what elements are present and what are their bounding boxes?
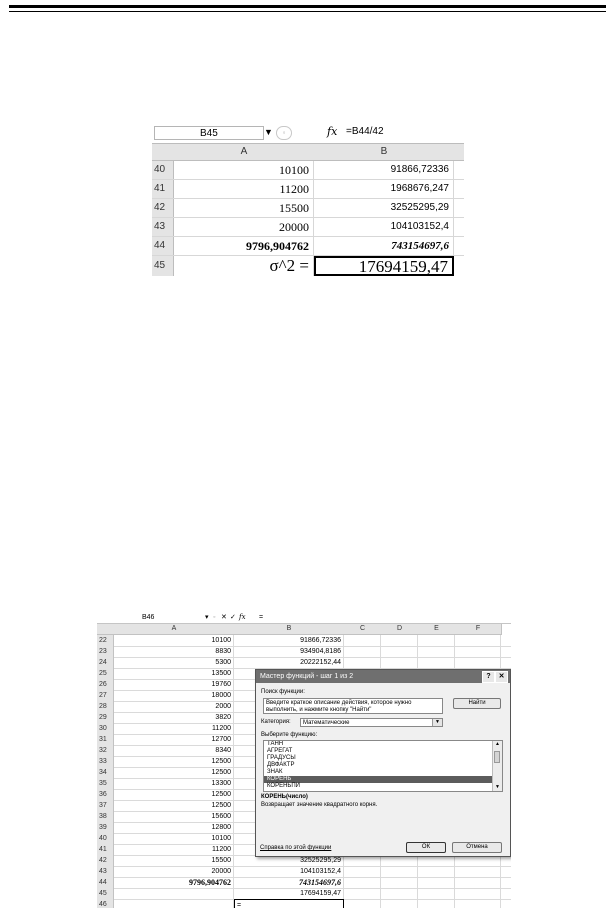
- cell[interactable]: [455, 646, 501, 657]
- row-header[interactable]: 45: [152, 256, 174, 276]
- cell[interactable]: 12500: [114, 756, 234, 767]
- formula-cancel-icon[interactable]: ◦: [276, 126, 292, 140]
- cell[interactable]: [114, 888, 234, 899]
- list-item[interactable]: ГРАДУСЫ: [267, 755, 296, 761]
- cell[interactable]: [381, 657, 418, 668]
- ok-button[interactable]: ОК: [406, 842, 446, 853]
- confirm-entry-icon[interactable]: ✓: [230, 614, 236, 621]
- cell[interactable]: [455, 635, 501, 646]
- cell[interactable]: 91866,72336: [314, 161, 454, 179]
- row-header[interactable]: 32: [97, 745, 114, 756]
- column-header-e[interactable]: E: [418, 624, 456, 635]
- cell[interactable]: [418, 657, 455, 668]
- row-header[interactable]: 46: [97, 899, 114, 908]
- list-item[interactable]: ТАНН: [267, 741, 284, 747]
- category-value: Математические: [303, 720, 350, 726]
- cell[interactable]: 11200: [174, 180, 314, 198]
- row-header[interactable]: 38: [97, 811, 114, 822]
- cancel-entry-icon[interactable]: ✕: [221, 614, 227, 621]
- row-header[interactable]: 37: [97, 800, 114, 811]
- table-row: [152, 199, 464, 218]
- row-header[interactable]: 31: [97, 734, 114, 745]
- cell[interactable]: 91866,72336: [234, 635, 344, 646]
- cell[interactable]: 12700: [114, 734, 234, 745]
- cell[interactable]: 9796,904762: [114, 877, 234, 888]
- cell[interactable]: [114, 899, 234, 908]
- cell[interactable]: 10100: [114, 635, 234, 646]
- column-header-d[interactable]: D: [381, 624, 419, 635]
- chevron-down-icon[interactable]: ▼: [432, 719, 442, 726]
- cell[interactable]: [418, 646, 455, 657]
- column-header-next[interactable]: [454, 144, 464, 161]
- table-row: [152, 161, 464, 180]
- function-description: Возвращает значение квадратного корня.: [261, 802, 378, 808]
- cell[interactable]: 8830: [114, 646, 234, 657]
- scroll-down-icon[interactable]: ▼: [495, 784, 500, 790]
- row-header[interactable]: 41: [97, 844, 114, 855]
- dialog-title: Мастер функций - шаг 1 из 2: [256, 670, 510, 683]
- function-signature: КОРЕНЬ(число): [261, 794, 308, 800]
- cell[interactable]: 20222152,44: [234, 657, 344, 668]
- column-header-a[interactable]: A: [174, 144, 315, 161]
- row-header[interactable]: 44: [97, 877, 114, 888]
- cell[interactable]: 10100: [174, 161, 314, 179]
- function-wizard-dialog: [255, 669, 511, 857]
- insert-function-icon[interactable]: fx: [239, 613, 246, 621]
- row-header[interactable]: 33: [97, 756, 114, 767]
- cell[interactable]: [381, 877, 418, 888]
- row-header[interactable]: 29: [97, 712, 114, 723]
- list-item[interactable]: АГРЕГАТ: [267, 748, 293, 754]
- cell[interactable]: 13500: [114, 668, 234, 679]
- row-header[interactable]: 45: [97, 888, 114, 899]
- cell[interactable]: [344, 866, 381, 877]
- row-header[interactable]: 42: [97, 855, 114, 866]
- column-header-b[interactable]: B: [314, 144, 455, 161]
- active-cell[interactable]: 17694159,47: [314, 256, 454, 276]
- row-header[interactable]: 25: [97, 668, 114, 679]
- cell[interactable]: 11200: [114, 723, 234, 734]
- page-header-rule: [9, 5, 606, 8]
- cell[interactable]: [455, 866, 501, 877]
- cell[interactable]: 13300: [114, 778, 234, 789]
- page-header-rule-thin: [9, 11, 606, 12]
- select-function-label: Выберите функцию:: [261, 732, 318, 738]
- row-header[interactable]: 28: [97, 701, 114, 712]
- scroll-up-icon[interactable]: ▲: [495, 741, 500, 747]
- cell[interactable]: [381, 888, 418, 899]
- cell[interactable]: 11200: [114, 844, 234, 855]
- cell[interactable]: 15500: [114, 855, 234, 866]
- column-header-c[interactable]: C: [344, 624, 382, 635]
- select-all-corner[interactable]: [152, 144, 175, 161]
- row-header[interactable]: 36: [97, 789, 114, 800]
- search-label: Поиск функции:: [261, 689, 305, 695]
- row-header[interactable]: 42: [152, 199, 174, 217]
- row-header[interactable]: 35: [97, 778, 114, 789]
- cell[interactable]: [344, 657, 381, 668]
- row-header[interactable]: 43: [152, 218, 174, 236]
- cell[interactable]: 1968676,247: [314, 180, 454, 198]
- cell[interactable]: [381, 899, 418, 908]
- row-header[interactable]: 44: [152, 237, 174, 255]
- cell[interactable]: 15500: [174, 199, 314, 217]
- insert-function-icon[interactable]: fx: [327, 125, 338, 138]
- list-item[interactable]: ЗНАК: [267, 769, 283, 775]
- cell[interactable]: 5300: [114, 657, 234, 668]
- cell[interactable]: 32525295,29: [234, 855, 344, 866]
- cell[interactable]: 104103152,4: [234, 866, 344, 877]
- cell[interactable]: 3820: [114, 712, 234, 723]
- spreadsheet-excerpt-2: [97, 612, 511, 908]
- table-row: [152, 218, 464, 237]
- select-all-corner[interactable]: [97, 624, 115, 635]
- active-cell[interactable]: =: [234, 899, 344, 908]
- table-row: [152, 237, 464, 256]
- cell[interactable]: 15600: [114, 811, 234, 822]
- cell[interactable]: 2000: [114, 701, 234, 712]
- cell[interactable]: [455, 877, 501, 888]
- cell[interactable]: [455, 899, 501, 908]
- cell[interactable]: 10100: [114, 833, 234, 844]
- cell[interactable]: [344, 646, 381, 657]
- cell[interactable]: 104103152,4: [314, 218, 454, 236]
- row-header[interactable]: 40: [152, 161, 174, 179]
- row-header[interactable]: 23: [97, 646, 114, 657]
- cancel-button[interactable]: Отмена: [452, 842, 502, 853]
- table-row: [152, 180, 464, 199]
- formula-input[interactable]: =B44/42: [346, 126, 384, 137]
- row-header[interactable]: 43: [97, 866, 114, 877]
- table-row: [152, 256, 464, 276]
- cell[interactable]: [344, 888, 381, 899]
- table-row: [97, 899, 511, 908]
- close-icon[interactable]: ✕: [495, 671, 508, 683]
- cell[interactable]: 18000: [114, 690, 234, 701]
- name-box-dropdown-icon[interactable]: ▾: [205, 614, 209, 621]
- row-header[interactable]: 40: [97, 833, 114, 844]
- cell[interactable]: 12800: [114, 822, 234, 833]
- cell[interactable]: 743154697,6: [314, 237, 454, 255]
- help-icon[interactable]: ?: [482, 671, 495, 683]
- row-header[interactable]: 34: [97, 767, 114, 778]
- formula-bar: [152, 123, 464, 144]
- row-header[interactable]: 41: [152, 180, 174, 198]
- cell[interactable]: [455, 888, 501, 899]
- cell[interactable]: [381, 646, 418, 657]
- formula-input[interactable]: =: [259, 614, 264, 621]
- cell[interactable]: 12500: [114, 789, 234, 800]
- row-header[interactable]: 22: [97, 635, 114, 646]
- cell[interactable]: 20000: [174, 218, 314, 236]
- formula-bar: [97, 612, 511, 624]
- cell[interactable]: 12500: [114, 767, 234, 778]
- list-scrollbar[interactable]: [492, 741, 502, 791]
- function-help-link[interactable]: Справка по этой функции: [260, 845, 332, 851]
- cell[interactable]: 9796,904762: [174, 237, 314, 255]
- cell[interactable]: [418, 899, 455, 908]
- cell[interactable]: [418, 635, 455, 646]
- cell[interactable]: [455, 657, 501, 668]
- row-header[interactable]: 39: [97, 822, 114, 833]
- cell[interactable]: [344, 635, 381, 646]
- category-label: Категория:: [261, 719, 291, 725]
- row-header[interactable]: 27: [97, 690, 114, 701]
- list-item[interactable]: ДВФАКТР: [267, 762, 295, 768]
- cell[interactable]: [381, 866, 418, 877]
- row-header[interactable]: 30: [97, 723, 114, 734]
- cell[interactable]: [418, 888, 455, 899]
- function-search-input[interactable]: Введите краткое описание действия, которое нужно выполнить, и нажмите кнопку "Найти": [263, 698, 443, 714]
- cell[interactable]: 743154697,6: [234, 877, 344, 888]
- cell[interactable]: σ^2 =: [174, 256, 314, 276]
- category-select[interactable]: [300, 718, 443, 727]
- cell[interactable]: 20000: [114, 866, 234, 877]
- cell[interactable]: 32525295,29: [314, 199, 454, 217]
- cell[interactable]: 19760: [114, 679, 234, 690]
- cell[interactable]: [418, 877, 455, 888]
- formula-cancel-circle-icon[interactable]: ◦: [213, 614, 216, 621]
- row-header[interactable]: 26: [97, 679, 114, 690]
- scroll-thumb[interactable]: [494, 751, 500, 763]
- function-list[interactable]: [263, 740, 503, 792]
- cell[interactable]: [418, 866, 455, 877]
- cell[interactable]: 8340: [114, 745, 234, 756]
- list-item[interactable]: КОРЕНЬПИ: [267, 783, 300, 789]
- row-header[interactable]: 24: [97, 657, 114, 668]
- cell[interactable]: [381, 635, 418, 646]
- cell[interactable]: 17694159,47: [234, 888, 344, 899]
- list-item-selected[interactable]: КОРЕНЬ: [264, 776, 502, 783]
- spreadsheet-excerpt-1: [152, 123, 464, 276]
- name-box-dropdown-icon[interactable]: ▼: [264, 127, 273, 137]
- cell[interactable]: 934904,8186: [234, 646, 344, 657]
- column-header-b[interactable]: B: [234, 624, 345, 635]
- find-button[interactable]: Найти: [453, 698, 501, 709]
- cell[interactable]: [344, 899, 381, 908]
- column-header-a[interactable]: A: [114, 624, 235, 635]
- column-header-f[interactable]: F: [455, 624, 502, 635]
- cell[interactable]: [344, 877, 381, 888]
- name-box[interactable]: B46: [142, 614, 155, 621]
- name-box[interactable]: B45: [154, 126, 264, 140]
- cell[interactable]: 12500: [114, 800, 234, 811]
